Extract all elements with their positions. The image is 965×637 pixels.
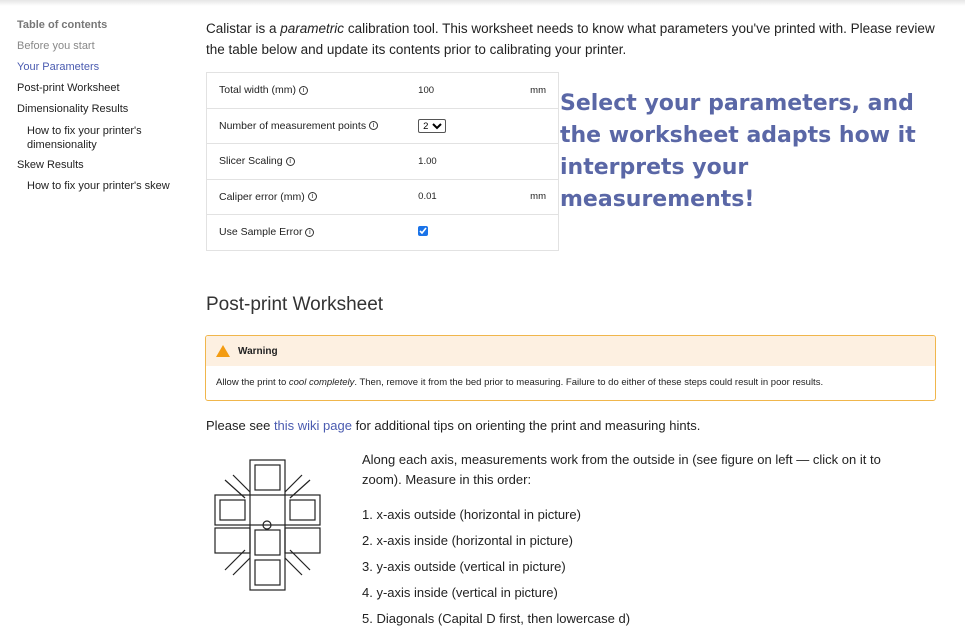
info-icon[interactable]: i (305, 228, 314, 237)
parameters-table (206, 72, 559, 251)
list-item: 2. x-axis inside (horizontal in picture) (362, 533, 573, 548)
toc-dimensionality-results[interactable]: Dimensionality Results (17, 103, 129, 115)
info-icon[interactable]: i (299, 86, 308, 95)
slicer-scaling-input[interactable]: 1.00 (418, 144, 518, 180)
use-sample-error-checkbox[interactable] (418, 226, 428, 236)
section-title: Post-print Worksheet (206, 294, 384, 315)
param-row-total-width (207, 73, 559, 109)
param-row-measurement-points (207, 108, 559, 144)
toc-skew-results[interactable]: Skew Results (17, 159, 84, 171)
warning-body (206, 366, 935, 399)
param-label: Slicer Scaling (219, 155, 283, 168)
list-item: 3. y-axis outside (vertical in picture) (362, 559, 566, 574)
warning-box (205, 335, 936, 401)
param-unit: mm (518, 179, 558, 215)
toc-post-print-worksheet[interactable]: Post-print Worksheet (17, 82, 120, 94)
see-before: Please see (206, 418, 274, 433)
warning-title: Warning (238, 345, 278, 357)
list-item: 1. x-axis outside (horizontal in picture) (362, 507, 581, 522)
callout-annotation: Select your parameters, and the worksheet adapts how it interprets your measurements! (560, 91, 916, 212)
intro-em: parametric (280, 21, 345, 36)
calibration-figure[interactable] (205, 450, 330, 600)
param-row-sample-error (207, 215, 559, 251)
param-label: Number of measurement points (219, 119, 367, 132)
list-item: 4. y-axis inside (vertical in picture) (362, 585, 558, 600)
toc-your-parameters[interactable]: Your Parameters (17, 61, 100, 73)
measurement-order-list (362, 507, 630, 637)
warning-text: Allow the print to (216, 377, 289, 388)
param-label: Use Sample Error (219, 226, 303, 239)
intro-before: Calistar is a (206, 21, 281, 36)
info-icon[interactable]: i (369, 121, 378, 130)
total-width-input[interactable]: 100 (418, 73, 518, 109)
measurement-instructions: Along each axis, measurements work from the outside in (see figure on left — click on it to zoom). Measure in this order: (362, 452, 881, 487)
toc-before-you-start[interactable]: Before you start (17, 40, 95, 52)
caliper-error-input[interactable]: 0.01 (418, 179, 518, 215)
list-item: 5. Diagonals (Capital D first, then lowercase d) (362, 611, 631, 626)
table-of-contents (17, 15, 170, 197)
intro-after: calibration tool. This worksheet needs to know what parameters you've printed with. Please review the table below and update its contents prior to calibrating your printer. (206, 21, 935, 57)
wiki-link[interactable]: this wiki page (273, 418, 352, 433)
info-icon[interactable]: i (286, 157, 295, 166)
see-after: for additional tips on orienting the print and measuring hints. (351, 418, 701, 433)
toc-title: Table of contents (17, 19, 108, 31)
info-icon[interactable]: i (308, 192, 317, 201)
toc-fix-dimensionality[interactable]: How to fix your printer's dimensionality (27, 124, 142, 151)
warning-text: . Then, remove it from the bed prior to measuring. Failure to do either of these steps could result in poor results. (354, 377, 824, 388)
param-label: Caliper error (mm) (219, 190, 305, 203)
warning-em: cool completely (288, 377, 355, 388)
param-row-caliper-error (207, 179, 559, 215)
measurement-points-select[interactable] (418, 119, 446, 133)
warning-icon (216, 345, 230, 357)
wiki-paragraph (206, 418, 700, 433)
intro-text (206, 18, 936, 60)
toc-fix-skew[interactable]: How to fix your printer's skew (27, 180, 170, 192)
param-unit: mm (518, 73, 558, 109)
param-label: Total width (mm) (219, 84, 297, 97)
param-row-slicer-scaling (207, 144, 559, 180)
top-bar-shadow (0, 0, 965, 6)
